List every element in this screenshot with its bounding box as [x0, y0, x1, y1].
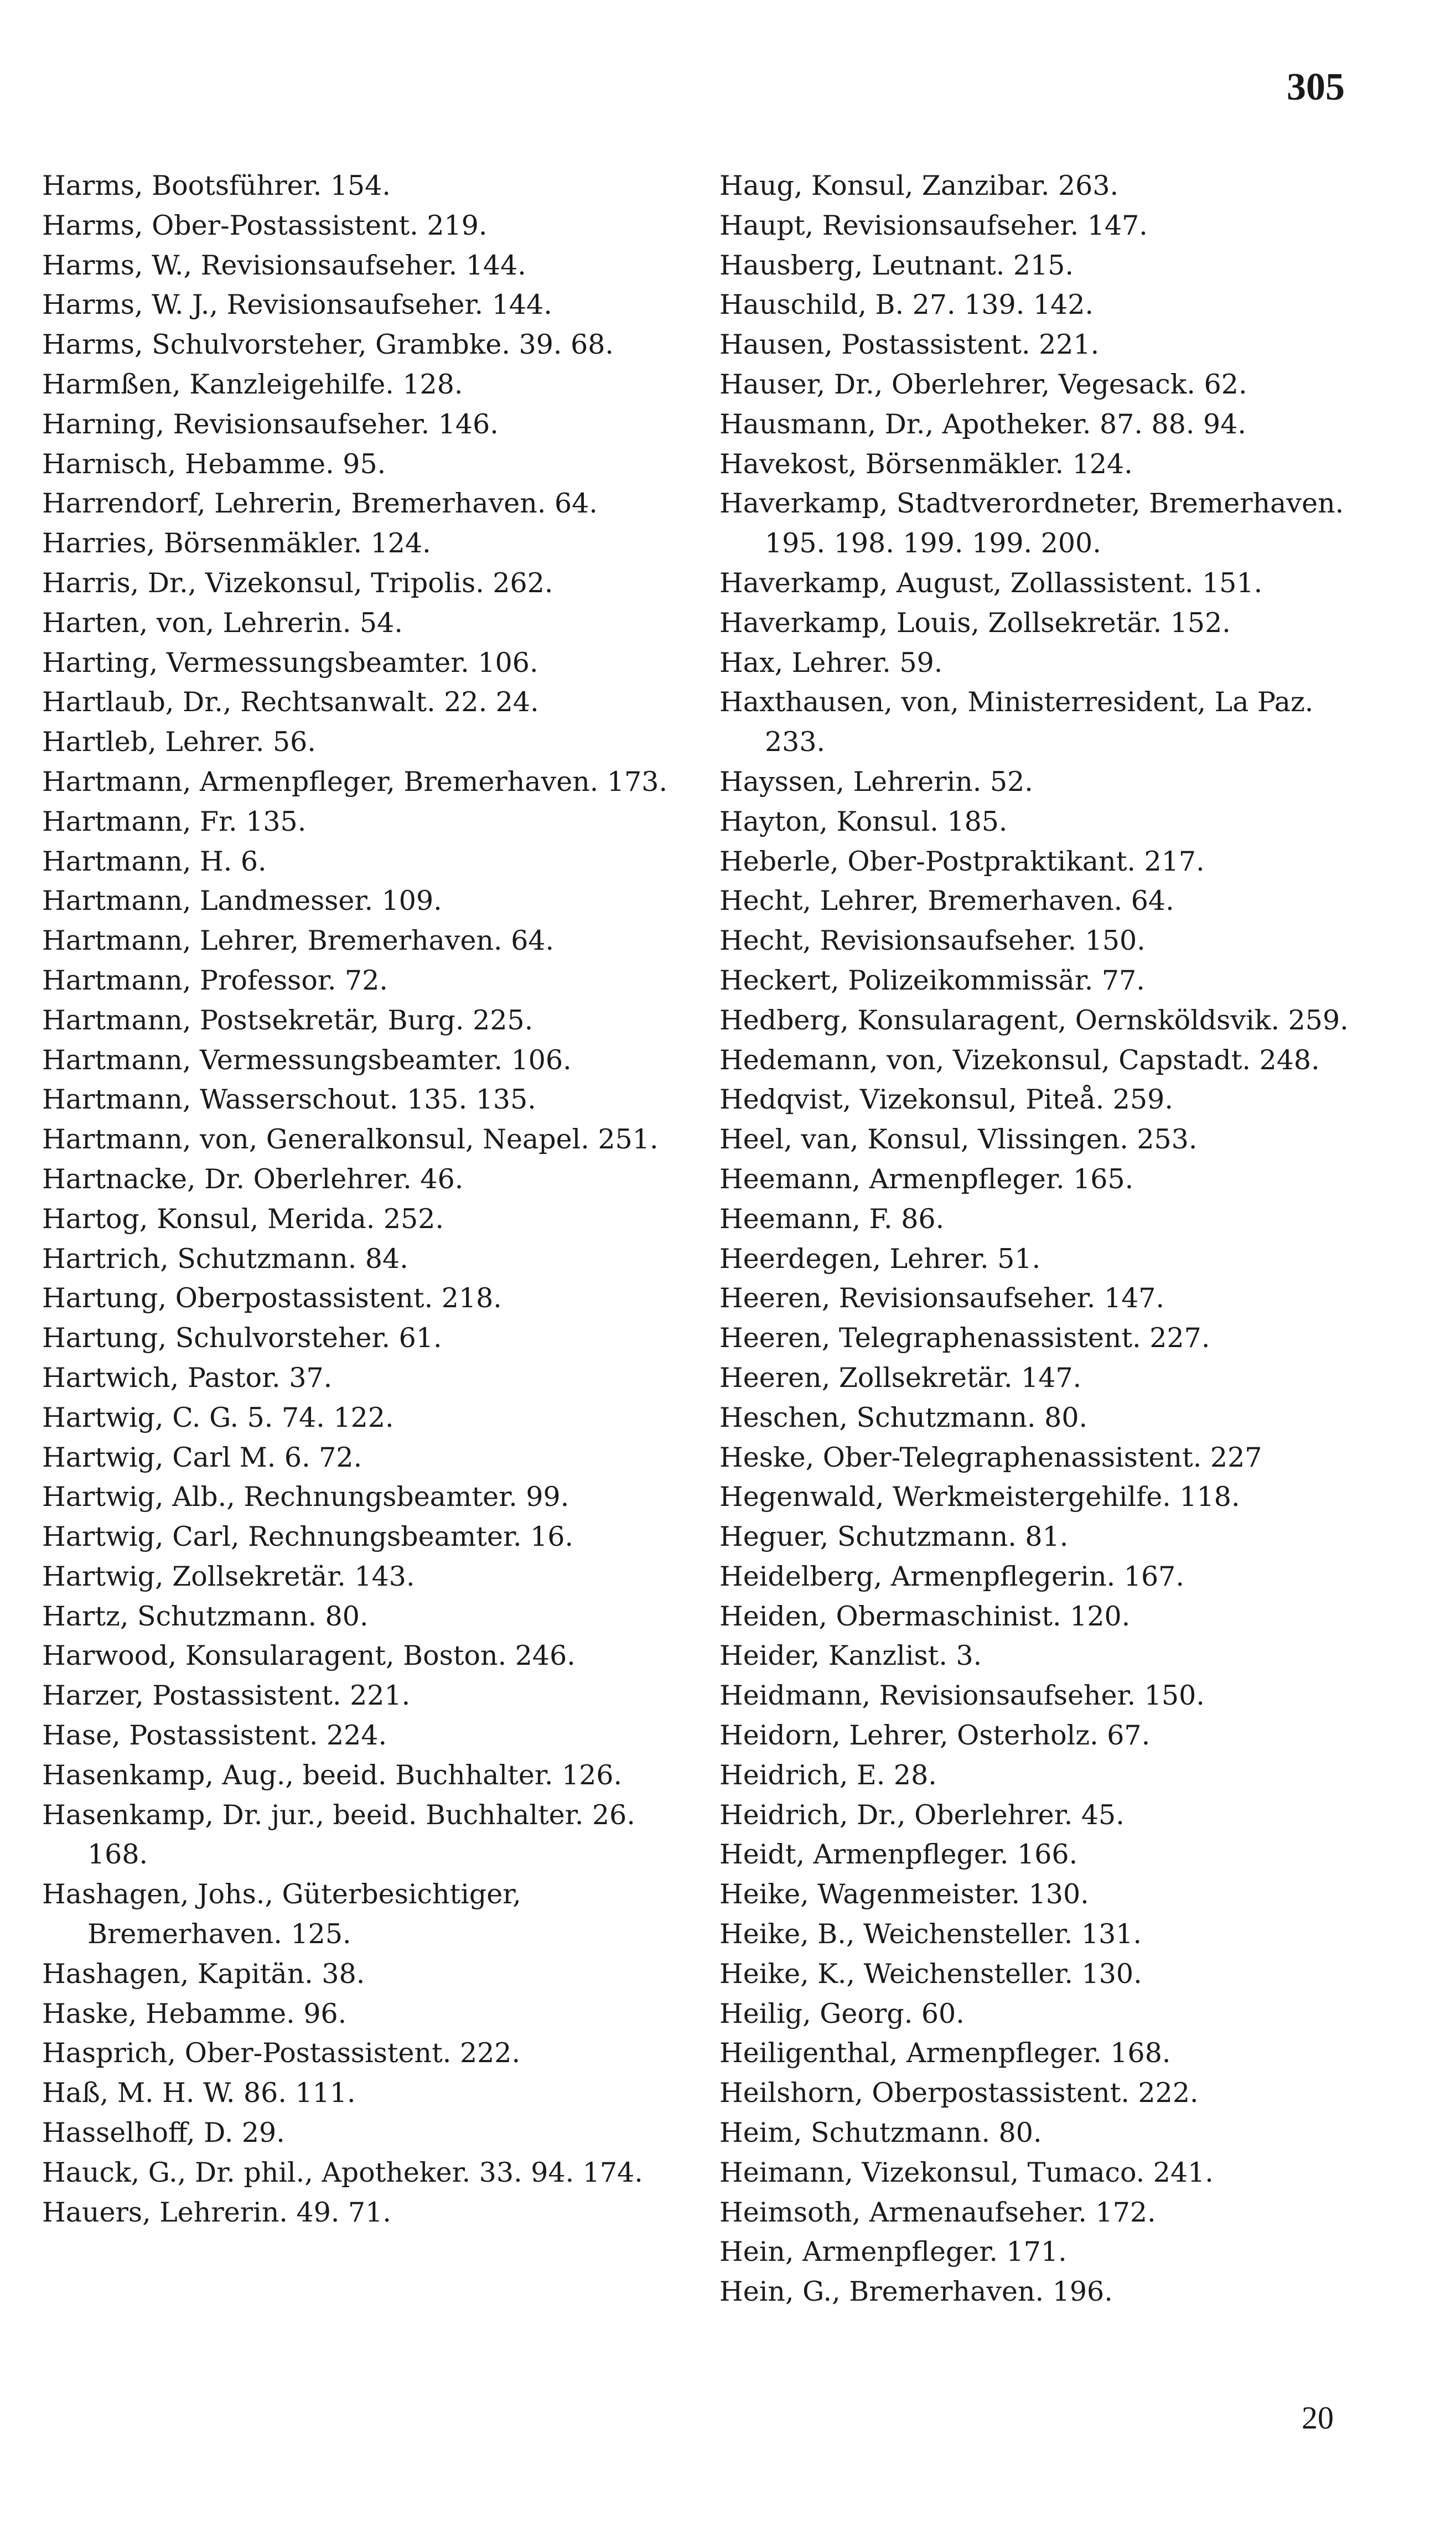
index-entry: Harms, Schulvorsteher, Grambke. 39. 68. — [42, 329, 614, 361]
index-entry: Heiden, Obermaschinist. 120. — [719, 1600, 1131, 1632]
index-entry: Haxthausen, von, Ministerresident, La Paz. 233. — [719, 686, 1314, 758]
index-entry: Heike, B., Weichensteller. 131. — [719, 1918, 1142, 1950]
index-entry: Heike, K., Weichensteller. 130. — [719, 1958, 1142, 1990]
index-entry: Harms, W., Revisionsaufseher. 144. — [42, 249, 526, 281]
index-entry: Hartwig, Carl, Rechnungsbeamter. 16. — [42, 1521, 574, 1553]
index-entry: Hauschild, B. 27. 139. 142. — [719, 289, 1094, 321]
index-entry: Hax, Lehrer. 59. — [719, 646, 943, 679]
index-entry: Havekost, Börsenmäkler. 124. — [719, 448, 1133, 480]
index-entry: Hasselhoff, D. 29. — [42, 2117, 285, 2149]
index-entry: Haverkamp, August, Zollassistent. 151. — [719, 567, 1263, 599]
index-entry: Hein, G., Bremerhaven. 196. — [719, 2276, 1113, 2308]
index-entry: Heeren, Revisionsaufseher. 147. — [719, 1282, 1165, 1314]
index-entry: Hartwig, Carl M. 6. 72. — [42, 1441, 362, 1473]
index-entry: Hashagen, Johs., Güterbesichtiger, Bremerhaven. 125. — [42, 1878, 521, 1950]
index-entry: Heidrich, Dr., Oberlehrer. 45. — [719, 1799, 1125, 1831]
index-column-right — [719, 166, 1370, 2312]
index-entry: Harzer, Postassistent. 221. — [42, 1680, 411, 1712]
index-entry: Hauser, Dr., Oberlehrer, Vegesack. 62. — [719, 368, 1247, 400]
index-entry: Heemann, F. 86. — [719, 1203, 945, 1235]
index-entry: Haß, M. H. W. 86. 111. — [42, 2077, 356, 2109]
index-entry: Hein, Armenpfleger. 171. — [719, 2236, 1067, 2268]
index-entry: Heschen, Schutzmann. 80. — [719, 1401, 1088, 1433]
index-entry: Heilig, Georg. 60. — [719, 1997, 965, 2029]
index-entry: Hasenkamp, Aug., beeid. Buchhalter. 126. — [42, 1759, 623, 1791]
index-entry: Heguer, Schutzmann. 81. — [719, 1521, 1069, 1553]
index-entry: Hartmann, Professor. 72. — [42, 964, 388, 996]
index-entry: Heidorn, Lehrer, Osterholz. 67. — [719, 1720, 1151, 1752]
index-entry: Hasprich, Ober-Postassistent. 222. — [42, 2037, 521, 2069]
index-entry: Hartmann, Wasserschout. 135. 135. — [42, 1084, 536, 1116]
index-entry: Hartmann, Postsekretär, Burg. 225. — [42, 1004, 533, 1036]
index-entry: Heerdegen, Lehrer. 51. — [719, 1242, 1041, 1275]
index-entry: Harms, Bootsführer. 154. — [42, 170, 391, 201]
index-entry: Hartwich, Pastor. 37. — [42, 1361, 333, 1394]
index-entry: Hartlaub, Dr., Rechtsanwalt. 22. 24. — [42, 686, 539, 718]
index-entry: Harrendorf, Lehrerin, Bremerhaven. 64. — [42, 488, 598, 520]
index-entry: Heeren, Zollsekretär. 147. — [719, 1361, 1082, 1394]
index-entry: Hartmann, Fr. 135. — [42, 805, 307, 837]
index-entry: Hausberg, Leutnant. 215. — [719, 249, 1074, 281]
index-entry: Harms, W. J., Revisionsaufseher. 144. — [42, 289, 552, 321]
index-entry: Hartmann, Vermessungsbeamter. 106. — [42, 1044, 572, 1076]
index-entry: Heider, Kanzlist. 3. — [719, 1640, 982, 1672]
index-entry: Hartwig, Zollsekretär. 143. — [42, 1560, 415, 1592]
index-entry: Haverkamp, Stadtverordneter, Bremerhaven. 195. 198. 199. 199. 200. — [719, 488, 1344, 560]
index-entry: Hase, Postassistent. 224. — [42, 1720, 387, 1752]
index-entry: Hasenkamp, Dr. jur., beeid. Buchhalter. 26. 168. — [42, 1799, 635, 1871]
index-entry: Hausen, Postassistent. 221. — [719, 329, 1100, 361]
index-entry: Hashagen, Kapitän. 38. — [42, 1958, 365, 1990]
index-entry: Harnisch, Hebamme. 95. — [42, 448, 386, 480]
index-entry: Haske, Hebamme. 96. — [42, 1997, 347, 2029]
index-entry: Hedqvist, Vizekonsul, Piteå. 259. — [719, 1084, 1173, 1116]
index-entry: Heidelberg, Armenpflegerin. 167. — [719, 1560, 1184, 1592]
index-entry: Heberle, Ober-Postpraktikant. 217. — [719, 845, 1205, 877]
index-entry: Hartnacke, Dr. Oberlehrer. 46. — [42, 1163, 464, 1195]
index-column-left — [42, 166, 692, 2232]
index-entry: Harms, Ober-Postassistent. 219. — [42, 209, 488, 241]
index-entry: Hauck, G., Dr. phil., Apotheker. 33. 94. 174. — [42, 2156, 643, 2188]
index-entry: Harning, Revisionsaufseher. 146. — [42, 408, 499, 440]
index-entry: Hedberg, Konsularagent, Oernsköldsvik. 259. — [719, 1004, 1349, 1036]
index-entry: Hayssen, Lehrerin. 52. — [719, 765, 1033, 798]
index-entry: Hartung, Schulvorsteher. 61. — [42, 1322, 442, 1354]
index-entry: Hartmann, Landmesser. 109. — [42, 885, 442, 917]
index-entry: Hartmann, H. 6. — [42, 845, 267, 877]
index-entry: Hartleb, Lehrer. 56. — [42, 726, 316, 758]
index-entry: Hartmann, Lehrer, Bremerhaven. 64. — [42, 925, 555, 957]
index-entry: Heimsoth, Armenaufseher. 172. — [719, 2196, 1156, 2228]
index-entry: Heimann, Vizekonsul, Tumaco. 241. — [719, 2156, 1214, 2188]
index-entry: Heel, van, Konsul, Vlissingen. 253. — [719, 1123, 1198, 1156]
index-entry: Heim, Schutzmann. 80. — [719, 2117, 1042, 2149]
index-entry: Heilshorn, Oberpostassistent. 222. — [719, 2077, 1199, 2109]
index-entry: Harris, Dr., Vizekonsul, Tripolis. 262. — [42, 567, 553, 599]
index-entry: Hartung, Oberpostassistent. 218. — [42, 1282, 502, 1314]
sheet-signature: 20 — [1302, 2400, 1334, 2436]
index-entry: Hartrich, Schutzmann. 84. — [42, 1242, 408, 1275]
index-entry: Hausmann, Dr., Apotheker. 87. 88. 94. — [719, 408, 1246, 440]
index-entry: Heiligenthal, Armenpfleger. 168. — [719, 2037, 1171, 2069]
index-entry: Hartwig, Alb., Rechnungsbeamter. 99. — [42, 1481, 569, 1513]
index-entry: Harries, Börsenmäkler. 124. — [42, 527, 431, 560]
index-entry: Heike, Wagenmeister. 130. — [719, 1878, 1089, 1910]
index-entry: Haug, Konsul, Zanzibar. 263. — [719, 170, 1119, 201]
index-entry: Heeren, Telegraphenassistent. 227. — [719, 1322, 1210, 1354]
page-number: 305 — [1287, 66, 1345, 108]
index-entry: Heidmann, Revisionsaufseher. 150. — [719, 1680, 1205, 1712]
index-entry: Hartz, Schutzmann. 80. — [42, 1600, 369, 1632]
index-entry: Haverkamp, Louis, Zollsekretär. 152. — [719, 607, 1231, 639]
index-entry: Hauers, Lehrerin. 49. 71. — [42, 2196, 391, 2228]
index-entry: Hecht, Lehrer, Bremerhaven. 64. — [719, 885, 1174, 917]
index-entry: Hedemann, von, Vizekonsul, Capstadt. 248. — [719, 1044, 1320, 1076]
index-entry: Hartog, Konsul, Merida. 252. — [42, 1203, 444, 1235]
index-entry: Heemann, Armenpfleger. 165. — [719, 1163, 1134, 1195]
index-entry: Harting, Vermessungsbeamter. 106. — [42, 646, 538, 679]
index-entry: Hartmann, von, Generalkonsul, Neapel. 251. — [42, 1123, 659, 1156]
index-entry: Heske, Ober-Telegraphenassistent. 227 — [719, 1441, 1262, 1473]
index-entry: Heidrich, E. 28. — [719, 1759, 937, 1791]
index-entry: Hegenwald, Werkmeistergehilfe. 118. — [719, 1481, 1240, 1513]
index-entry: Hayton, Konsul. 185. — [719, 805, 1008, 837]
index-entry: Heckert, Polizeikommissär. 77. — [719, 964, 1145, 996]
index-entry: Haupt, Revisionsaufseher. 147. — [719, 209, 1148, 241]
index-entry: Harten, von, Lehrerin. 54. — [42, 607, 403, 639]
index-entry: Harmßen, Kanzleigehilfe. 128. — [42, 368, 463, 400]
index-entry: Heidt, Armenpfleger. 166. — [719, 1839, 1078, 1871]
index-entry: Hartwig, C. G. 5. 74. 122. — [42, 1401, 394, 1433]
index-entry: Hecht, Revisionsaufseher. 150. — [719, 925, 1146, 957]
index-entry: Hartmann, Armenpfleger, Bremerhaven. 173. — [42, 765, 668, 798]
index-entry: Harwood, Konsularagent, Boston. 246. — [42, 1640, 576, 1672]
